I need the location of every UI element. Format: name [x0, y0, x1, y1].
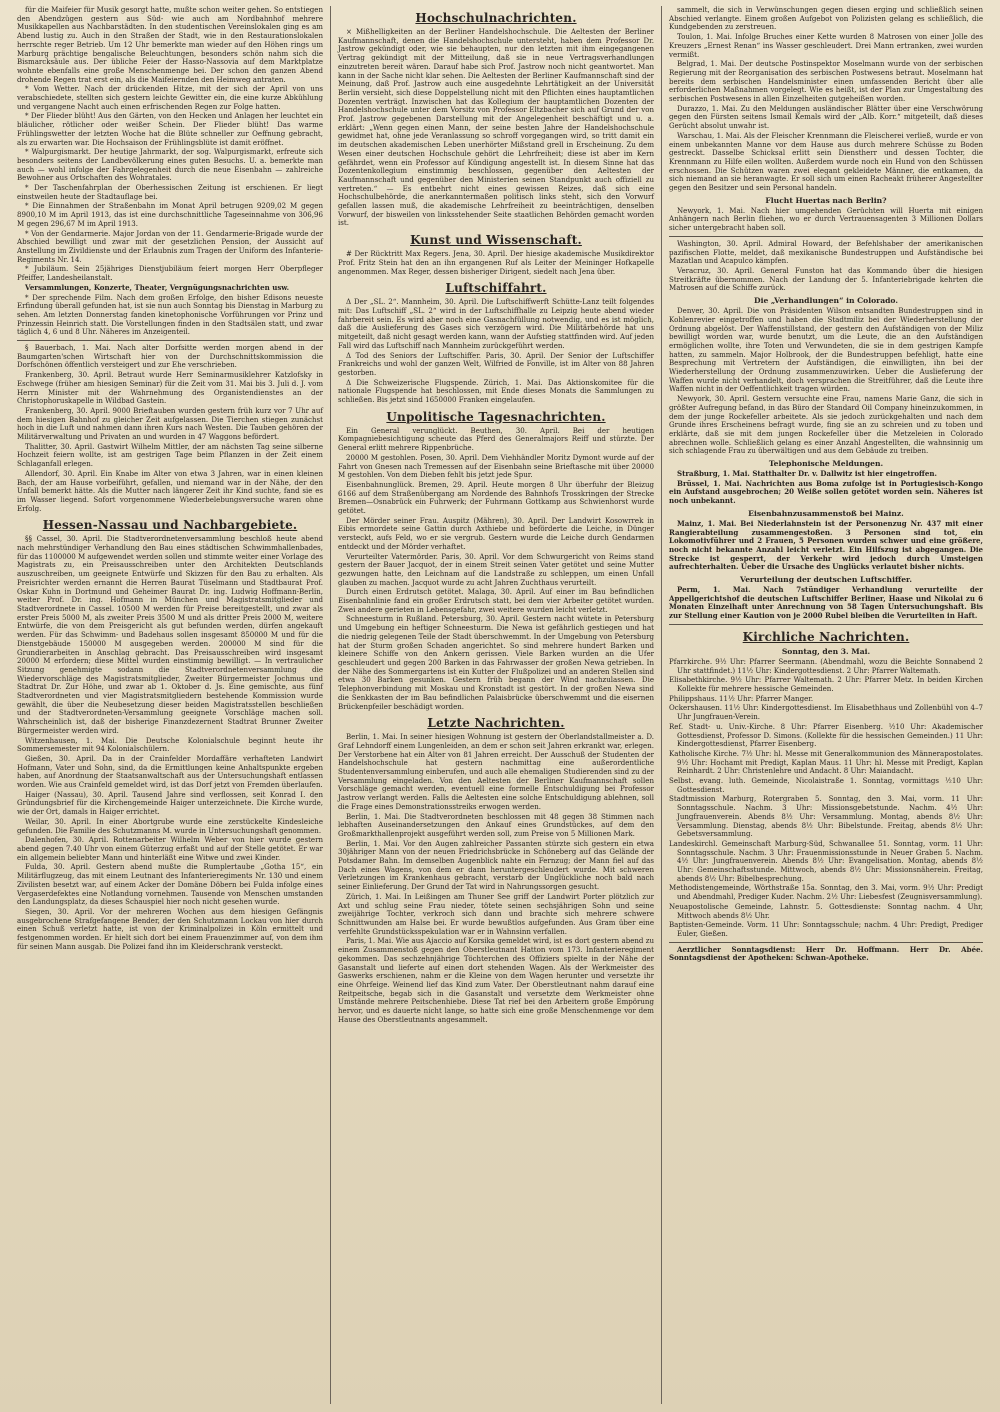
church-listing — [669, 658, 983, 939]
divider — [17, 340, 323, 341]
section-heading-kirchlich: Kirchliche Nachrichten. — [742, 629, 910, 644]
article-paragraph: Straßburg, 1. Mai. Statthalter Dr. v. Dallwitz ist hier eingetroffen. — [677, 469, 937, 479]
article-paragraph: § Bauerbach, 1. Mai. Nach alter Dorfsitte werden morgen abend in der Baumgarten'schen Wirtschaft hier von der Durchschnittskommission die Dorfschönen öffentlich versteigert und zur Ehe verschrieben. — [17, 343, 323, 370]
article-paragraph: * Der Flieder blüht! Aus den Gärten, von den Hecken und Anlagen her leuchtet ein bläulicher, rötlicher oder weißer Schein. Der Flieder blüht! Das warme Frühlingswetter der letzten Woche hat die Blüte schneller zur Oeffnung gebracht, als zu erwarten war. Die Hochsaison der Frühlingsblüte ist damit eröffnet. — [17, 111, 323, 147]
article-paragraph: §§ Cassel, 30. April. Die Stadtverordnetenversammlung beschloß heute abend nach mehrstündiger Verhandlung den Bau eines städtischen Schwimmhallenbades, für das 1100000 M aufgewendet werden sollen und stimmte weiter einer Vorlage des Magistrats zu, ein Preisausschreiben unter den Architekten Deutschlands auszuschreiben, um geeignete Entwürfe und Skizzen für den Bau zu erhalten. Als Preisrichter werden ernannt die Herren Baurat Tüselmann und Stadtbaurat Prof. Oskar Kuhn in Dortmund und Geheimer Baurat Dr. ing. Ludwig Hoffmann-Berlin, weiter Prof. Dr. ing. Hofmann in München und Magistratsmitglieder und Stadtverordnete in Cassel. 10500 M werden für Preise bereitgestellt, und zwar als erster Preis 5000 M, als zweiter Preis 3500 M und als dritter Preis 2000 M, weitere Entwürfe, die von dem Preisgericht als gut befunden werden, dürfen angekauft werden. Für das Schwimm- und Badehaus sollen insgesamt 850000 M und für die Dienstgebäude 150000 M ausgegeben werden. 200000 M sind für die Grundierarbeiten in Anschlag gebracht. Das Preisausschreiben wird insgesamt 20000 M erfordern; diese Mittel wurden einstimmig bewilligt. — In vertraulicher Sitzung genehmigte sodann die Stadtverordnetenversammlung die Wiedervorschläge des Magistratsmitglieder, Zweiter Bürgermeister Jochmus und Stadtrat Dr. Zur Höhe, und zwar ab 1. Oktober d. Js. Eine gemischte, aus fünf Stadtverordneten und vier Magistratsmitgliedern bestehende Kommission wurde gewählt, die über die Neubesetzung dieser beiden Magistratsstellen beschließen und der Stadtverordneten-Versammlung geeignete Vorschläge machen soll. Wahrscheinlich ist, daß der bisherige Finanzdezernent Stadtrat Brunner Zweiter Bürgermeister werden wird. — [17, 534, 323, 735]
article-paragraph: Ein General verunglückt. Beuthen, 30. April. Bei der heutigen Kompagniebesichtigung scheute das Pferd des Generalmajors Reiff und stürzte. Der General erlitt mehrere Rippenbrüche. — [338, 425, 654, 453]
section-heading-hochschul: Hochschulnachrichten. — [415, 11, 577, 25]
article-paragraph: Witzenhausen, 1. Mai. Die Deutsche Kolonialschule beginnt heute ihr Sommersemester mit 94 Kolonialschülern. — [17, 735, 323, 754]
section-heading-unpolitisch: Unpolitische Tagesnachrichten. — [386, 409, 606, 424]
section-subheading: Versammlungen, Konzerte, Theater, Vergnügungsnachrichten usw. — [25, 282, 290, 292]
article-paragraph: Allendorf, 30. April. Ein Knabe im Alter von etwa 3 Jahren, war in einen kleinen Bach, der am Hause vorbeiführt, gefallen, und niemand war in der Nähe, der den Unfall bemerkt hätte. Als die Mutter nach längerer Zeit ihr Kind suchte, fand sie es im Wasser liegend. Sofort vorgenommene Wiederbelebungsversuche waren ohne Erfolg. — [17, 468, 323, 513]
list-item: Landeskirchl. Gemeinschaft Marburg-Süd, Schwanallee 51. Sonntag, vorm. 11 Uhr: Sonntagsschule. Nachm. 3 Uhr: Frauenmissionsstunde in Neuer Graben 5. Nachm. 4½ Uhr: Jungfrauenverein. Abends 8½ Uhr: Evangelisation. Montag, abends 8½ Uhr: Gemeinschaftsstunde. Mittwoch, abends 8½ Uhr: Missionsnäherein. Freitag, abends 8½ Uhr: Bibelbesprechung. — [669, 838, 983, 883]
article-paragraph: Frankenberg, 30. April. 9000 Brieftauben wurden gestern früh kurz vor 7 Uhr auf dem hiesigen Bahnhof zu gleicher Zeit aufgelassen. Die Tierchen stiegen zunächst hoch in die Luft und nahmen dann ihren Kurs nach Westen. Die Tauben gehören der Militärverwaltung und Privaten an und wurden in 47 Waggons befördert. — [17, 405, 323, 442]
article-paragraph: Haiger (Nassau), 30. April. Tausend Jahre sind verflossen, seit Konrad I. den Gründungsbrief für die Kirchengemeinde Haiger unterzeichnete. Die Kirche wurde, wie der Ort, damals in Haiger errichtet. — [17, 789, 323, 817]
list-item: Stadtmission Marburg, Rotergraben 5. Sonntag, den 3. Mai, vorm. 11 Uhr: Sonntagsschule. Nachm. 3 Uhr: Missionsgebetstunde. Nachm. 4½ Uhr: Jungfrauenverein. Abends 8½ Uhr: Versammlung. Montag, abends 8½ Uhr: Versammlung. Dienstag, abends 8½ Uhr: Bibelstunde. Freitag, abends 8½ Uhr: Gebetsversammlung. — [669, 794, 983, 839]
article-paragraph: Denver, 30. April. Die von Präsidenten Wilson entsandten Bundestruppen sind in Kohlenrevier eingetroffen und haben die Stadtmiliz bei der Wiederherstellung der Ordnung abgelöst. Der Waffenstillstand, der gestern den Aufständigen von der Miliz bewilligt worden war, wurde benutzt, um die Leute, die an den Aufständigen ermöglichen wollte, ihre Toten und Verwundeten, die sie in dem gestrigen Kampfe hatten, zu sammeln. Major Holbrook, der die Bundestruppen befehligt, hatte eine Besprechung mit Vertretern der Aufständigen, die einwilligten, ihn bei der Wiederherstellung der Ordnung zusammenzuwirken. Ueber die Auslieferung der Waffen wurde nicht verhandelt, doch versprachen die Streitführer, daß die Leute ihre Waffen nicht in der Oeffentlichkeit tragen würden. — [669, 306, 983, 394]
article-paragraph: sammelt, die sich in Verwünschungen gegen diesen erging und schließlich seinen Abschied verlangte. Einem großen Aufgebot von Polizisten gelang es schließlich, die Kundgebenden zu zerstreuen. — [669, 6, 983, 32]
article-paragraph: für die Maifeier für Musik gesorgt hatte, mußte schon weiter gehen. So entstiegen den Abendzügen gestern aus Süd- wie auch am Nordbahnhof mehrere Musikkapellen aus Nachbarstädten. In den studentischen Vereinslokalen ging es am Abend lustig zu. Auch in den Straßen der Stadt, wie in den Restaurationslokalen herrschte reger Betrieb. Um 12 Uhr bemerkte man wieder auf den Höhen rings um Marburg prächtige bengalische Beleuchtungen, besonders schön nahm sich die Bismarcksäule aus. Der übliche Feier der Hasso-Nassovia auf dem Marktplatze wohnte ebenfalls eine große Menschenmenge bei. Der schon den ganzen Abend drohende Regen trat erst ein, als die Maifeiernden den Heimweg antraten. — [17, 6, 323, 84]
section-heading-hessen-nassau: Hessen-Nassau und Nachbargebiete. — [42, 518, 298, 533]
article-paragraph: Zürich, 1. Mai. In Leißingen am Thuner See griff der Landwirt Porter plötzlich zur Axt und schlug seine Frau nieder, tötete seinen sechsjährigen Sohn und seine zweijährige Tochter, verkroch sich dann und brachte sich mehrere schwere Schnittwunden am Halse bei. Er wurde bewußtlos aufgefunden. Aus Gram über eine verfehlte Grundstücksspekulation war er in Wahnsinn verfallen. — [338, 891, 654, 936]
article-paragraph: Newyork, 30. April. Gestern versuchte eine Frau, namens Marie Ganz, die sich in größter Aufregung befand, in das Büro der Standard Oil Company hineinzukommen, in dem der junge Rockefeller arbeitete. Als sie jedoch zurückgehalten und nach dem Grunde ihres Erscheinens befragt wurde, fing sie an zu schreien und zu toben und erklärte, daß sie mit dem jungen Rockefeller über die Metzeleien in Colorado abrechnen wolle. Schließlich gelang es einer Anzahl Angestellten, die wahnsinnig um sich schlagende Frau zu überwältigen und aus dem Gebäude zu treiben. — [669, 394, 983, 456]
list-item: Elisabethkirche. 9½ Uhr: Pfarrer Waltemath. 2 Uhr: Pfarrer Metz. In beiden Kirchen Kollekte für mehrere hessische Gemeinden. — [669, 675, 983, 693]
section-heading-kunst: Kunst und Wissenschaft. — [410, 233, 582, 248]
article-paragraph: # Der Rücktritt Max Regers. Jena, 30. April. Der hiesige akademische Musikdirektor Prof. Fritz Stein hat den an ihn ergangenen Ruf als Leiter der Meininger Hofkapelle angenommen. Max Reger, dessen bisheriger Dirigent, siedelt nach Jena über. — [338, 249, 654, 276]
article-paragraph: * Der Taschenfahrplan der Oberhessischen Zeitung ist erschienen. Er liegt einstweilen heute der Stadtauflage bei. — [17, 183, 323, 201]
article-paragraph: Brüssel, 1. Mai. Nachrichten aus Boma zufolge ist in Portugiesisch-Kongo ein Aufstand ausgebrochen; 20 Weiße sollen getötet worden sein. Näheres ist noch unbekannt. — [669, 478, 983, 506]
divider — [669, 942, 983, 943]
footer-notice: Aerztlicher Sonntagsdienst: Herr Dr. Hoffmann. Herr Dr. Abée. Sonntagsdienst der Apotheken: Schwan-Apotheke. — [669, 944, 983, 963]
article-paragraph: Paris, 1. Mai. Wie aus Ajaccio auf Korsika gemeldet wird, ist es dort gestern abend zu einem Zusammenstoß gegen den Oberstleutnant Hatton vom 173. Infanterieregiment gekommen. Das sechzehnjährige Töchterchen des Offiziers spielte in der Nähe der Gasanstalt und lieferte auf einen dort stehenden Wagen. Als der Werkmeister des Gaswerks erschienen, nahm er die Kleine von dem Wagen herunter und versetzte ihr eine Ohrfeige. Weinend lief das Kind zum Vater. Der Oberstleutnant nahm darauf eine Reitpeitsche, begab sich in die Gasanstalt und versetzte dem Werkmeister ohne Umstände mehrere Peitschenhiebe. Diese Tat rief bei den Arbeitern große Empörung hervor, und es dauerte nicht lange, so hatte sich eine große Menschenmenge vor dem Hause des Oberstleutnants angesammelt. — [338, 936, 654, 1024]
subheading-eisenbahn: Eisenbahnzusammenstoß bei Mainz. — [748, 508, 904, 518]
district-news — [17, 344, 323, 513]
article-paragraph: * Walpurgismarkt. Der heutige Jahrmarkt, der sog. Walpurgismarkt, erfreute sich besonders seitens der Landbevölkerung eines guten Besuchs. U. a. bemerkte man auch — wohl infolge der Fahrgelegenheit durch die neue Eisenbahn — zahlreiche Bewohner aus Ortschaften des Wohratales. — [17, 147, 323, 183]
divider — [669, 236, 983, 237]
list-item: Ockershausen. 11½ Uhr: Kindergottesdienst. Im Elisabethhaus und Zollenbühl von 4–7 Uhr Jungfrauen-Verein. — [669, 703, 983, 722]
article-paragraph: Der Mörder seiner Frau. Auspitz (Mähren), 30. April. Der Landwirt Kosowrrek in Eibis ermordete seine Gattin durch Axthiebe und beförderte die Leiche, in Dünger versteckt, aufs Feld, wo er sie vergrub. Gestern wurde die Leiche durch Gendarmen entdeckt und der Mörder verhaftet. — [338, 515, 654, 551]
list-item: Neuapostolische Gemeinde, Lahnstr. 5. Gottesdienste: Sonntag nachm. 4 Uhr, Mittwoch abends 8½ Uhr. — [669, 901, 983, 920]
article-paragraph: Mainz, 1. Mai. Bei Niederlahnstein ist der Personenzug Nr. 437 mit einer Rangierabteilung zusammengestoßen. 3 Personen sind tot, ein Lokomotivführer und 2 Frauen, 5 Personen wurden schwer und eine größere, noch nicht bekannte Anzahl leicht verletzt. Ein Hilfszug ist abgegangen. Die Strecke ist gesperrt, der Verkehr wird jedoch durch Umsteigen aufrechterhalten. Ueber die Ursache des Unglücks verlautet bisher nichts. — [669, 518, 983, 572]
article-paragraph: * Die Einnahmen der Straßenbahn im Monat April betrugen 9209,02 M gegen 8900,10 M im April 1913, das ist eine durchschnittliche Tageseinnahme von 306,96 M gegen 296,67 M im April 1913. — [17, 201, 323, 228]
list-item: Selbst. evang. luth. Gemeinde, Nicolaistraße 1. Sonntag, vormittags ½10 Uhr: Gottesdienst. — [669, 776, 983, 794]
section-heading-letzte: Letzte Nachrichten. — [427, 716, 565, 731]
article-paragraph: Frankenberg, 30. April. Betraut wurde Herr Seminarmusiklehrer Katzlofsky in Eschwege (früher am hiesigen Seminar) für die Zeit vom 31. Mai bis 3. Juli d. J. vom Herrn Minister mit der Wahrnehmung des Organistendienstes an der Christophoruskapelle in Wildbad Gastein. — [17, 370, 323, 406]
subheading-flucht: Flucht Huertas nach Berlin? — [765, 195, 887, 205]
article-paragraph: Berlin, 1. Mai. Vor den Augen zahlreicher Passanten stürzte sich gestern ein etwa 30jähriger Mann von der neuen Friedrichsbrücke in Schöneberg auf das Gelände der Potsdamer Bahn. Im demselben Augenblick nahte ein Fernzug; der Mann fiel auf das Dach eines Wagens, von dem er dann heruntergeschleudert wurde. Mit schweren Verletzungen im Krankenhaus gebracht, verstarb der Unglückliche noch bald nach seiner Einlieferung. Der Grund der Tat wird in Nahrungssorgen gesucht. — [338, 838, 654, 892]
subheading-telephonisch: Telephonische Meldungen. — [768, 459, 884, 469]
article-paragraph: Toulon, 1. Mai. Infolge Bruches einer Kette wurden 8 Matrosen von einer Jolle des Kreuzers „Ernest Renan“ ins Wasser geschleudert. Drei Mann ertranken, zwei wurden vermißt. — [669, 32, 983, 59]
article-paragraph: * Jubiläum. Sein 25jähriges Dienstjubiläum feiert morgen Herr Oberpfleger Pfeiffer, Landesheilanstalt. — [17, 264, 323, 283]
article-paragraph: Schneesturm in Rußland. Petersburg, 30. April. Gestern nacht wütete in Petersburg und Umgebung ein heftiger Schneesturm. Die Newa ist gefährlich gestiegen und hat die niedrig gelegenen Teile der Stadt überschwemmt. In der Umgebung von Petersburg hat der Sturm großen Schaden angerichtet. So sind mehrere hundert Barken und kleinere Schiffe von den Ankern gerissen. Viele Barken wurden an die Ufer geschleudert und gegen 200 Barken in das Fahrwasser der großen Newa getrieben. In der Nähe des Sommergartens ist ein Kutter der Flußpolizei und an anderen Stellen sind etwa 30 Barken gesunken. Gestern früh begann der Wind nachzulassen. Die Telephonverbindung mit Moskau und Kronstadt ist gestört. In der großen Newa sind die Senkkasten der im Bau befindlichen Palaisbrücke überschwemmt und die eisernen Brückenpfeiler beschädigt worden. — [338, 614, 654, 711]
article-paragraph: Fulda, 30. April. Gestern abend mußte die Rumplertaube „Gotha 15“, ein Militärflugzeug, das mit einem Leutnant des Infanterieregiments Nr. 130 und einem Zivilisten besetzt war, auf einem Acker der Domäne Döbern bei Fulda infolge eines Vergaserdefektes eine Notlandung vornehmen. Tausende von Menschen umstanden den Landungsplatz, da dieses Schauspiel hier noch nicht gesehen wurde. — [17, 862, 323, 907]
article-paragraph: Berlin, 1. Mai. Die Stadtverordneten beschlossen mit 48 gegen 38 Stimmen nach lebhaften Auseinandersetzungen den Ankauf eines Grundstückes, auf dem den Großmarkthallenprojekt ausgeführt werden soll, zum Preise von 5 Millionen Mark. — [338, 811, 654, 838]
article-paragraph: Gießen, 30. April. Da in der Crainfelder Mordaffäre verhafteten Landwirt Hofmann, Vater und Sohn, sind, da die Ermittlungen keine Anhaltspunkte ergeben haben, auf Anordnung der Staatsanwaltschaft aus der Untersuchungshaft entlassen worden. Wie aus Crainfeld gemeldet wird, ist das Dorf jetzt von Fremden überlaufen. — [17, 753, 323, 790]
article-paragraph: Belgrad, 1. Mai. Der deutsche Postinspektor Moselmann wurde von der serbischen Regierung mit der Reorganisation des serbischen Postwesens betraut. Moselmann hat bereits dem serbischen Handelsminister einen umfassenden Bericht über alle erforderlichen Maßnahmen vorgelegt. Wie es heißt, ist der Plan zur Umgestaltung des serbischen Postwesens in allen Einzelheiten gutgeheißen worden. — [669, 59, 983, 104]
list-item: Baptisten-Gemeinde. Vorm. 11 Uhr: Sonntagsschule; nachm. 4 Uhr: Predigt, Prediger Euler, Gießen. — [669, 920, 983, 938]
article-paragraph: Washington, 30. April. Admiral Howard, der Befehlshaber der amerikanischen pazifischen Flotte, meldet, daß mexikanische Bundestruppen und Aufständische bei Mazatlan und Acapulco kämpfen. — [669, 238, 983, 266]
column-left — [10, 6, 330, 1404]
article-paragraph: * Von der Gendarmerie. Major Jordan von der 11. Gendarmerie-Brigade wurde der Abschied bewilligt und zwar mit der gesetzlichen Pension, der Aussicht auf Anstellung im Zivildienste und der Erlaubnis zum Tragen der Uniform des Infanterie-Regiments Nr. 14. — [17, 228, 323, 264]
list-item: Pfarrkirche. 9½ Uhr: Pfarrer Seermann. (Abendmahl, wozu die Beichte Sonnabend 2 Uhr stattfindet.) 11½ Uhr: Kindergottesdienst. 2 Uhr: Pfarrer Waltemath. — [669, 656, 983, 675]
article-paragraph: Durch einen Erdrutsch getötet. Malaga, 30. April. Auf einer im Bau befindlichen Eisenbahnlinie fand ein großer Erdrutsch statt, bei dem vier Arbeiter getötet wurden. Zwei andere gerieten in Lebensgefahr, zwei weitere wurden leicht verletzt. — [338, 587, 654, 614]
list-item: Ref. Stadt- u. Univ.-Kirche. 8 Uhr: Pfarrer Eisenberg. ½10 Uhr: Akademischer Gottesdienst, Professor D. Simons. (Kollekte für die hessischen Gemeinden.) 11 Uhr: Kindergottesdienst, Pfarrer Eisenberg. — [669, 721, 983, 749]
article-paragraph: Dalenhofen, 30. April. Rottenarbeiter Wilhelm Weber von hier wurde gestern abend gegen 7.40 Uhr von einem Güterzug erfaßt und auf der Stelle getötet. Er war ein allgemein beliebter Mann und hinterläßt eine Witwe und zwei Kinder. — [17, 835, 323, 862]
article-paragraph: * Vom Wetter. Nach der drückenden Hitze, mit der sich der April von uns verabschiedete, stellten sich gestern leichte Gewitter ein, die eine kurze Abkühlung und vergangene Nacht auch einen erfrischenden Regen zur Folge hatten. — [17, 84, 323, 111]
article-paragraph: 20000 M gestohlen. Posen, 30. April. Dem Viehhändler Moritz Dymont wurde auf der Fahrt von Gnesen nach Tremessen auf der Eisenbahn seine Brieftasche mit über 20000 M gestohlen. Von dem Dieben fehlt bis jetzt jede Spur. — [338, 452, 654, 480]
article-paragraph: Siegen, 30. April. Vor der mehreren Wochen aus dem hiesigen Gefängnis ausgebrochene Strafgefangene Bender, der den Schutzmann Lockau von hier durch einen Schuß verletzt hatte, ist von der Kriminalpolizei in Köln ermittelt und festgenommen worden. Er hielt sich dort bei einem Frauenzimmer auf, von dem ihm für seinen Mann ausgab. Die Polizei fand ihn im Kleiderschrank versteckt. — [17, 906, 323, 951]
article-paragraph: Verurteilter Vatermörder. Paris, 30. April. Vor dem Schwurgericht von Reims stand gestern der Bauer Jacquot, der in einem Streit seinen Vater getötet und seine Mutter gezwungen hatte, den Leichnam auf die Landstraße zu schleppen, um einen Unfall glauben zu machen. Jacquot wurde zu acht Jahren Zuchthaus verurteilt. — [338, 551, 654, 587]
article-paragraph: Durazzo, 1. Mai. Zu den Meldungen ausländischer Blätter über eine Verschwörung gegen den Fürsten seitens Ismail Kemals wird der „Alb. Korr.“ mitgeteilt, daß dieses Gerücht absolut unwahr ist. — [669, 103, 983, 131]
article-paragraph: Thalitter, 30. April. Gastwirt Wilhelm Mittler, der am nächsten Tag seine silberne Hochzeit feiern wollte, ist am gestrigen Tage beim Pflanzen in der Zeit einem Schlaganfall erlegen. — [17, 441, 323, 469]
hessen-nassau-news — [17, 535, 323, 951]
article-paragraph: * Der sprechende Film. Nach dem großen Erfolge, den bisher Edisons neueste Erfindung überall gefunden hat, ist sie nun auch Sonntag bis Dienstag in Marburg zu sehen. Am letzten Donnerstag fanden kinetophonische Vorführungen vor Prinz und Prinzessin Heinrich statt. Die Vorstellungen finden in den Stadtsälen statt, und zwar täglich 4, 6 und 8 Uhr. Näheres im Anzeigenteil. — [17, 292, 323, 337]
column-right — [661, 6, 990, 1404]
article-paragraph: × Mißhelligkeiten an der Berliner Handelshochschule. Die Aeltesten der Berliner Kaufmannschaft, denen die Handelshochschule untersteht, haben dem Professor Dr. Jastrow gekündigt oder, wie sie behaupten, nur den letzten mit ihm eingegangenen Vertrag gekündigt mit der Mitteilung, daß sie in neue Vertragsverhandlungen einzutreten bereit wären. Darauf habe sich Prof. Jastrow noch nicht geantwortet. Man kann in der Sache nicht klar sehen. Die Aeltesten der Berliner Kaufmannschaft sind der Meinung, daß Prof. Jastrow auch eine ausgedehnte Lehrtätigkeit an der Universität Berlin versieht, sich diese Doppelstellung nicht mit den Pflichten eines hauptamtlichen Dozenten verträgt. Inzwischen hat das Kollegium der hauptamtlichen Dozenten der Handelshochschule unter dem Vorsitz von Professor Eltzbacher sich auf Grund der von Prof. Jastrow gegebenen Darstellung mit der Angelegenheit beschäftigt und u. a. erklärt: „Wenn gegen einen Mann, der seine besten Jahre der Handelshochschule gewidmet hat, ohne jede Veranlassung so schroff vorgegangen wird, so tritt damit ein im deutschen akademischen Leben unerhörter Mißstand grell in Erscheinung. Zu dem Wesen einer deutschen Hochschule gehört die Lehrfreiheit; diese ist aber im Kern gefährdet, wenn ein Professor auf Kündigung angestellt ist. In diesem Sinne hat das Dozentenkollegium einstimmig beschlossen, gegenüber den Aeltesten der Kaufmannschaft und gegenüber den Ministerien seinen Standpunkt auch offiziell zu vertreten.“ — Es entbehrt nicht eines gewissen Reizes, daß sich eine Hochschulbehörde, die anerkanntermaßen politisch links steht, sich den Vorwurf gefallen lassen muß, die akademische Lehrfreiheit zu beeinträchtigen, denselben Vorwurf, der bisweilen von linksstehender Seite staatlichen Behörden gemacht worden ist. — [338, 27, 654, 228]
local-news — [17, 6, 323, 283]
list-item: Methodistengemeinde, Wörthstraße 15a. Sonntag, den 3. Mai, vorm. 9½ Uhr: Predigt und Abendmahl, Prediger Kuder. Nachm. 2½ Uhr: Liebesfest (Zeugnisversammlung). — [669, 883, 983, 902]
subheading-verurteilung: Verurteilung der deutschen Luftschiffer. — [740, 575, 912, 585]
column-container — [10, 6, 990, 1404]
subheading-colorado: Die „Verhandlungen“ in Colorado. — [753, 296, 898, 306]
article-paragraph: Δ Der „SL. 2“. Mannheim, 30. April. Die Luftschiffwerft Schütte-Lanz teilt folgendes mit: Das Luftschiff „SL. 2“ wird in der Luftschiffhalle zu Leipzig heute abend wieder fahrbereit sein. Es wird aber noch eine Gasnachfüllung notwendig, und es ist möglich, daß die Auslieferung des Gases sich verzögern wird. Die Militärbehörde hat uns mitgeteilt, daß nicht gesagt werden kann, wann der Aufstieg stattfinden wird. Auf jeden Fall wird das Luftschiff nach Mannheim zurückgeführt werden. — [338, 297, 654, 350]
article-paragraph: Warschau, 1. Mai. Als der Fleischer Krennmann die Fleischerei verließ, wurde er von einem unbekannten Manne vor dem Hause aus durch mehrere Schüsse zu Boden gestreckt. Dasselbe Schicksal erlitt sein Dienstherr und dessen Tochter, die Krennmann zu Hilfe eilen wollten. Außerdem wurde noch ein Hund von den Schüssen erschossen. Die Schützen waren zwei elegant gekleidete Männer, die entkamen, da sich niemand an sie heranwagte. Er soll sich um einen Racheakt früherer Angestellter gegen den Besitzer und sein Personal handeln. — [669, 130, 983, 193]
section-heading-luftschiffahrt: Luftschiffahrt. — [445, 281, 547, 296]
column-middle — [330, 6, 661, 1404]
article-paragraph: Berlin, 1. Mai. In seiner hiesigen Wohnung ist gestern der Oberlandstallmeister a. D. Graf Lehndorff einem Lungenleiden, an dem er schon seit Jahren erkrankt war, erlegen. Der Verstorbene hat ein Alter von 81 Jahren erreicht. Der Ausschuß der Studenten der Handelshochschule hat gestern nachmittag eine außerordentliche Studentenversammlung einberufen, und auch alle ehemaligen Studierenden sind zu der Versammlung eingeladen. Von den Aeltesten der Berliner Kaufmannschaft sollen Vorschläge gemacht werden, eventuell eine formelle Entschuldigung bei Professor Jastrow verlangt werden. Falls die Aeltesten eine solche Entschuldigung ablehnen, soll die Frage eines Demonstrationsstreiks erwogen werden. — [338, 732, 654, 811]
list-item: Philippshaus. 11½ Uhr: Pfarrer Manger. — [669, 693, 814, 703]
article-paragraph: Δ Die Schweizerische Flugspende. Zürich, 1. Mai. Das Aktionskomitee für die nationale Flugspende hat beschlossen, mit Ende dieses Monats die Sammlungen zu schließen. Bis jetzt sind 1650000 Franken eingelaufen. — [338, 377, 654, 405]
kirch-date: Sonntag, den 3. Mai. — [781, 646, 871, 656]
list-item: Katholische Kirche. 7½ Uhr: hl. Messe mit Generalkommunion des Männerapostolates. 9½ Uhr: Hochamt mit Predigt, Kaplan Maus. 11 Uhr: hl. Messe mit Predigt, Kaplan Reinhardt. 2 Uhr: Christenlehre und Andacht. 8 Uhr: Maiandacht. — [669, 748, 983, 776]
article-paragraph: Eisenbahnunglück. Bremen, 29. April. Heute morgen 8 Uhr überfuhr der Bleizug 6166 auf dem Straßenübergang am Nordende des Bahnhofs Trosskringen der Strecke Bremen—Osnabrück ein Fuhrwerk; der Fuhrmann Gottkamp aus Schwienhorst wurde getötet. — [338, 479, 654, 516]
article-paragraph: Δ Tod des Seniors der Luftschiffer. Paris, 30. April. Der Senior der Luftschiffer Frankreichs und wohl der ganzen Welt, Wilfried de Fonville, ist im Alter von 88 Jahren gestorben. — [338, 350, 654, 377]
article-paragraph: Perm, 1. Mai. Nach 7stündiger Verhandlung verurteilte der Appellgerichtshof die deutschen Luftschiffer Berliner, Haase und Nikolai zu 6 Monaten Einzelhaft unter Anrechnung von 58 Tagen Untersuchungshaft. Bis zur Stellung einer Kaution von je 2000 Rubel bleiben die Verurteilten in Haft. — [669, 585, 983, 621]
article-paragraph: Veracruz, 30. April. General Funston hat das Kommando über die hiesigen Streitkräfte übernommen. Nach der Landung der 5. Infanteriebrigade kehrten die Matrosen auf die Schiffe zurück. — [669, 265, 983, 293]
divider — [669, 624, 983, 625]
article-paragraph: Newyork, 1. Mai. Nach hier umgehenden Gerüchten will Huerta mit einigen Anhängern nach Berlin fliehen, wo er durch Vertrauensagenten 3 Millionen Dollars sicher untergebracht haben soll. — [669, 205, 983, 233]
article-paragraph: Weilar, 30. April. In einer Abortgrube wurde eine zerstückelte Kindesleiche gefunden. Die Familie des Schutzmanns M. wurde in Untersuchungshaft genommen. — [17, 816, 323, 835]
